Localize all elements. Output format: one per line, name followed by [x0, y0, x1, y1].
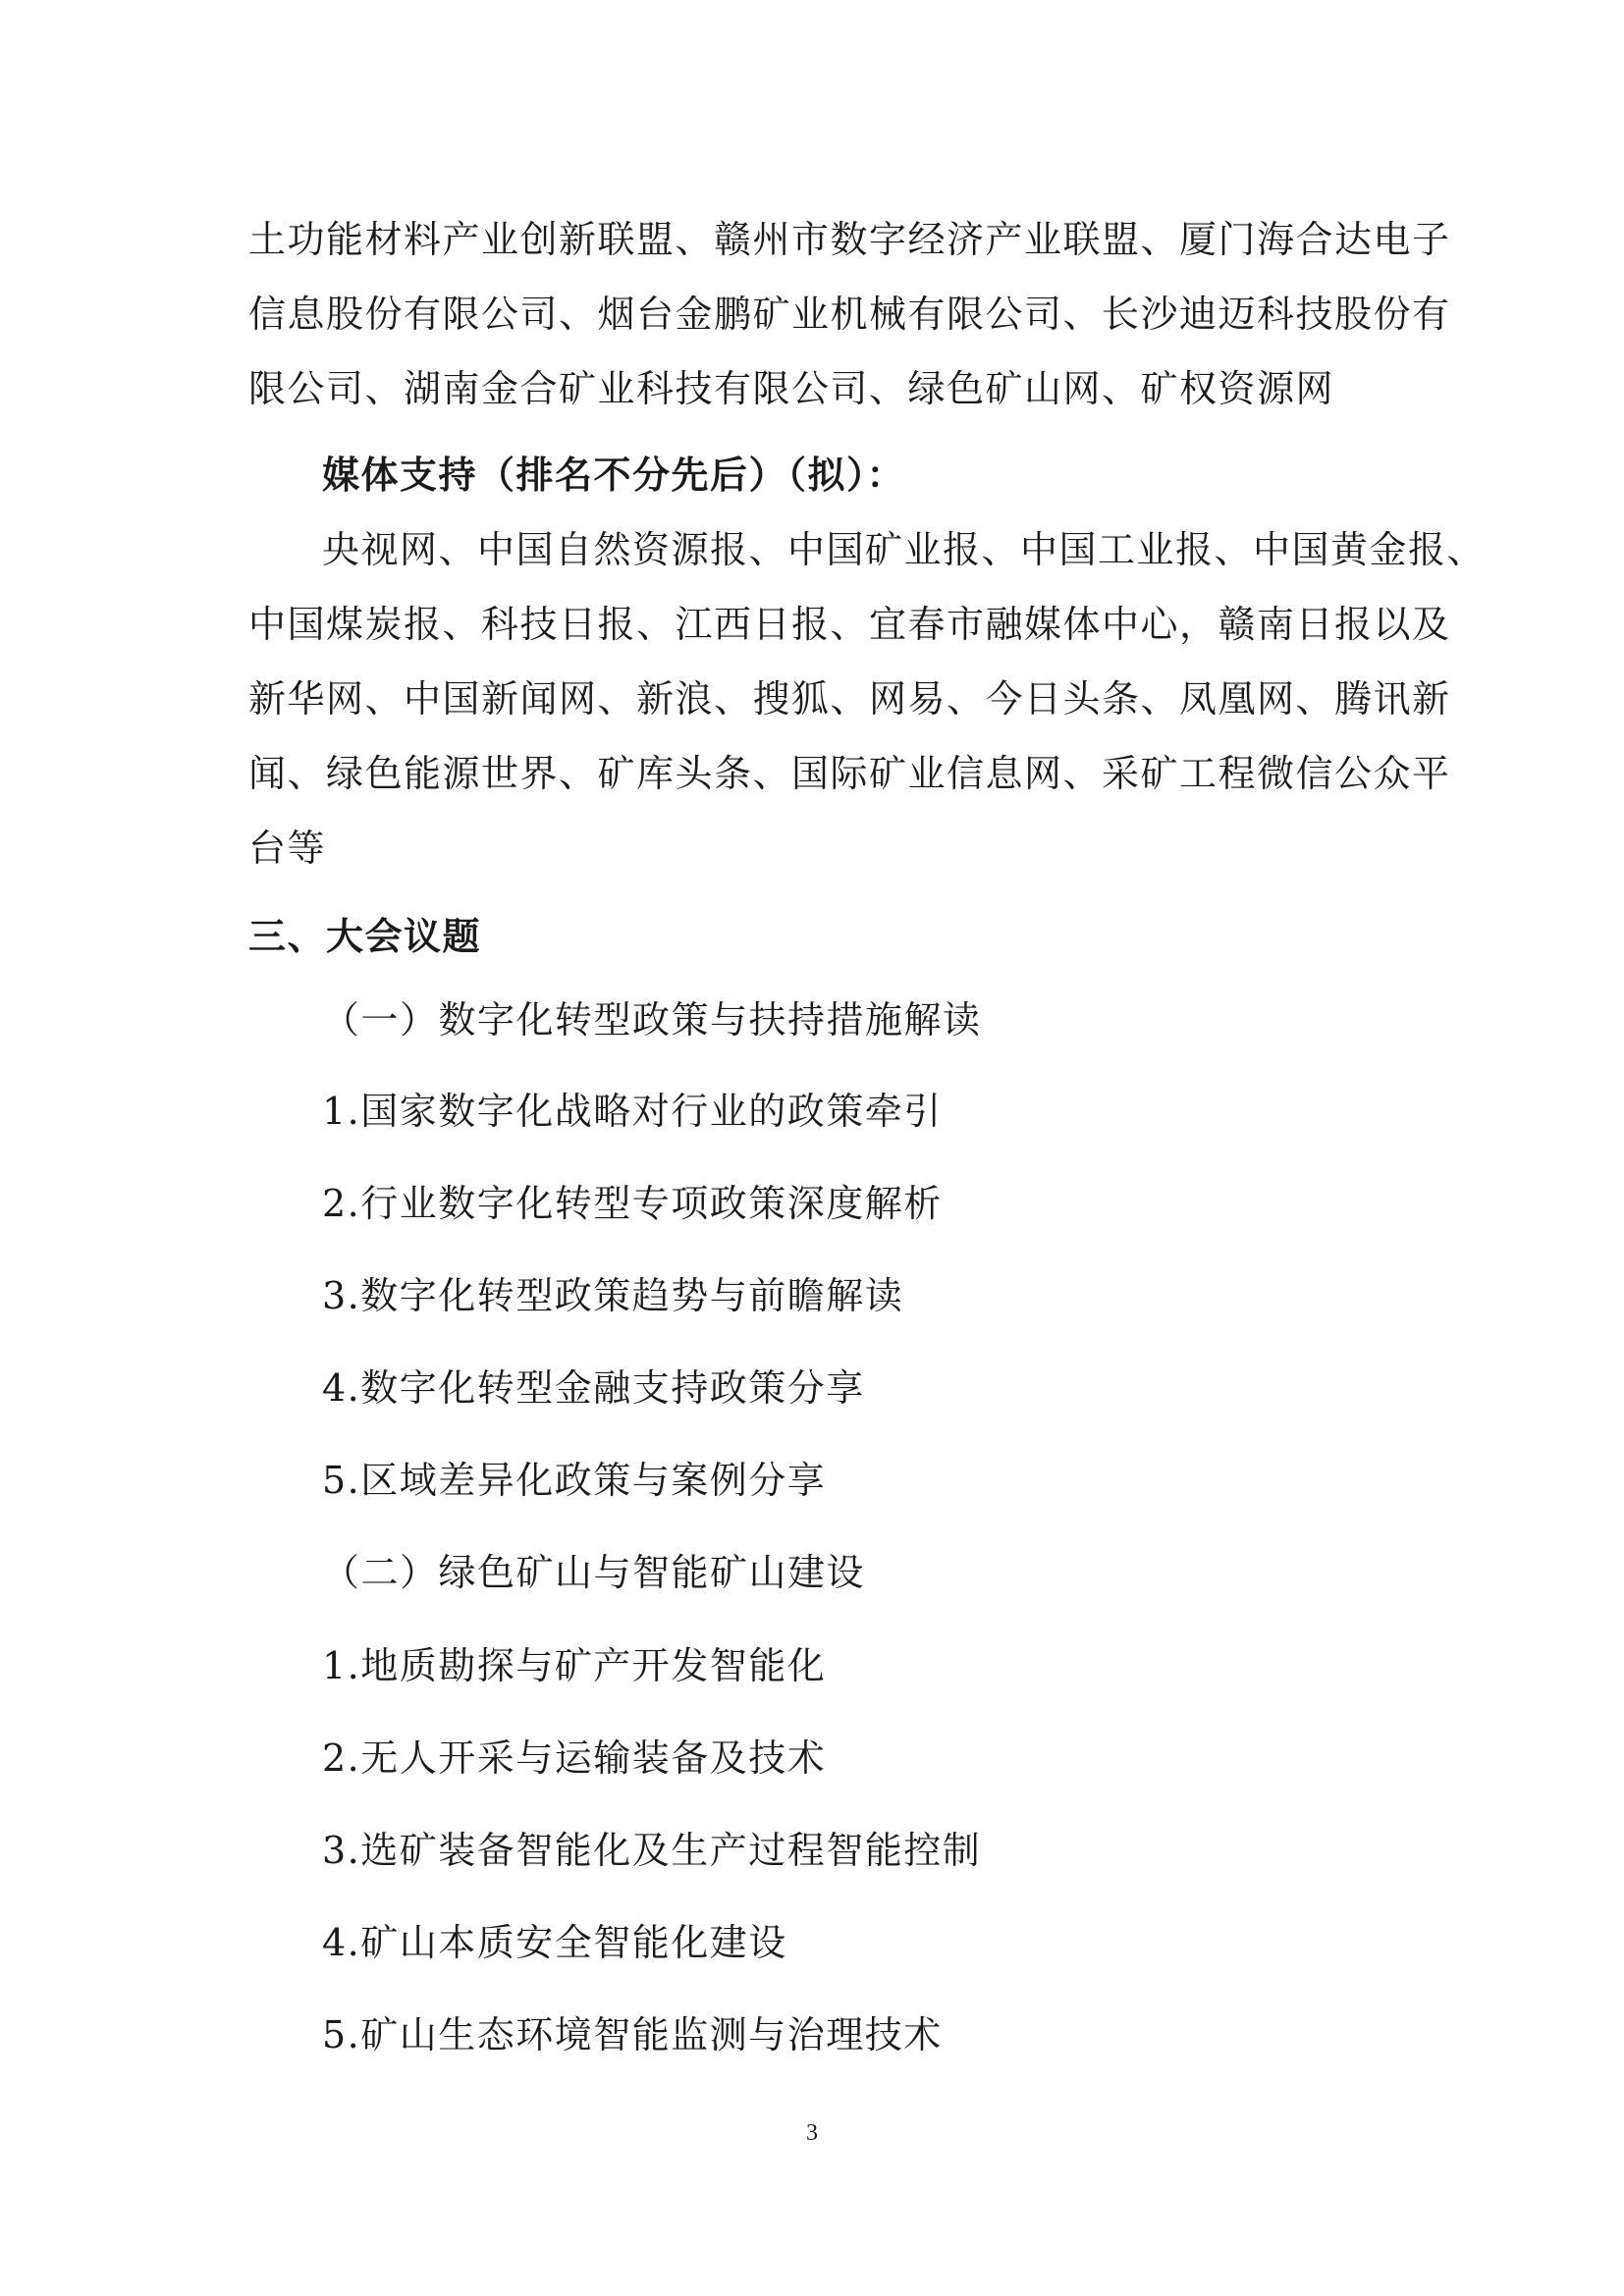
media-line-3: 新华网、中国新闻网、新浪、搜狐、网易、今日头条、凤凰网、腾讯新	[248, 677, 1451, 721]
topic-two-title: （二）绿色矿山与智能矿山建设	[322, 1551, 866, 1594]
topic-one-item-5: 5.区域差异化政策与案例分享	[322, 1459, 827, 1502]
page-number: 3	[806, 2120, 818, 2146]
topic-one-item-3: 3.数字化转型政策趋势与前瞻解读	[322, 1274, 904, 1317]
sponsor-line-3: 限公司、湖南金合矿业科技有限公司、绿色矿山网、矿权资源网	[248, 367, 1335, 410]
sponsor-line-2: 信息股份有限公司、烟台金鹏矿业机械有限公司、长沙迪迈科技股份有	[248, 293, 1451, 336]
topic-two-item-4: 4.矿山本质安全智能化建设	[322, 1921, 787, 1964]
media-support-title: 媒体支持（排名不分先后）（拟）：	[322, 454, 906, 497]
topic-one-item-1: 1.国家数字化战略对行业的政策牵引	[322, 1090, 943, 1133]
section-three-heading: 三、大会议题	[248, 915, 482, 958]
topic-one-title: （一）数字化转型政策与扶持措施解读	[322, 998, 982, 1041]
topic-two-item-1: 1.地质勘探与矿产开发智能化	[322, 1644, 827, 1687]
topic-one-item-4: 4.数字化转型金融支持政策分享	[322, 1366, 865, 1410]
sponsor-line-1: 土功能材料产业创新联盟、赣州市数字经济产业联盟、厦门海合达电子	[248, 218, 1451, 261]
topic-two-item-3: 3.选矿装备智能化及生产过程智能控制	[322, 1829, 982, 1872]
topic-two-item-2: 2.无人开采与运输装备及技术	[322, 1736, 827, 1780]
media-line-1: 央视网、中国自然资源报、中国矿业报、中国工业报、中国黄金报、	[322, 528, 1487, 571]
media-line-5: 台等	[248, 827, 327, 870]
topic-two-item-5: 5.矿山生态环境智能监测与治理技术	[322, 2013, 943, 2056]
topic-one-item-2: 2.行业数字化转型专项政策深度解析	[322, 1182, 943, 1225]
media-line-2: 中国煤炭报、科技日报、江西日报、宜春市融媒体中心，赣南日报以及	[248, 603, 1451, 646]
media-line-4: 闻、绿色能源世界、矿库头条、国际矿业信息网、采矿工程微信公众平	[248, 752, 1451, 795]
